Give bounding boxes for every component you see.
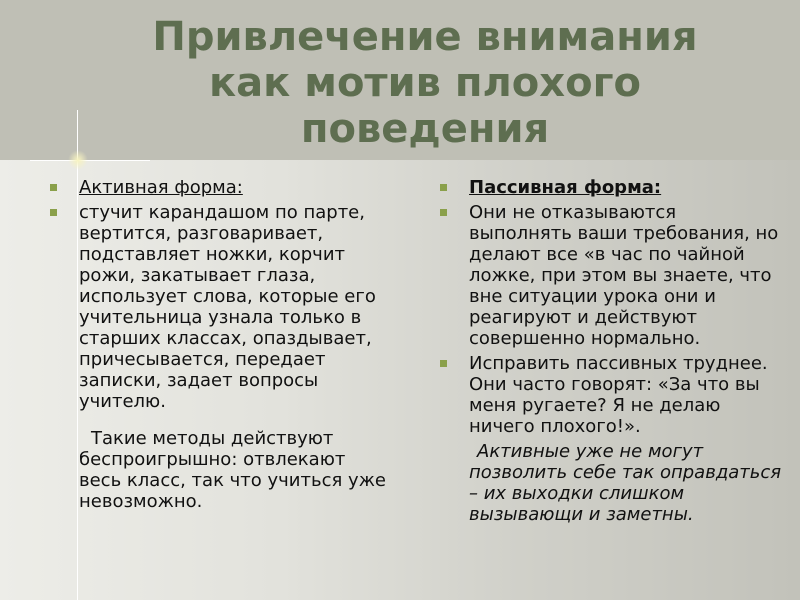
active-form-note: Такие методы действуют беспроигрышно: отвлекают весь класс, так что учиться уже невозможно. xyxy=(79,428,386,512)
passive-form-note: Активные уже не могут позволить себе так оправдаться – их выходки слишком вызывающи и заметны. xyxy=(469,441,782,525)
title-line-2: как мотив плохого xyxy=(209,60,641,106)
title-line-1: Привлечение внимания xyxy=(152,14,698,60)
square-bullet-icon xyxy=(50,209,57,216)
passive-form-description: Они не отказываются выполнять ваши требования, но делают все «в час по чайной ложке, при этом вы знаете, что вне ситуации урока они и реагируют и действуют совершенно нормально. xyxy=(469,202,779,349)
list-item xyxy=(438,202,783,349)
sparkle-decoration xyxy=(68,150,88,170)
list-item xyxy=(438,177,783,198)
passive-form-correction: Исправить пассивных труднее. Они часто говорят: «За что вы меня ругаете? Я не делаю ничего плохого!». xyxy=(469,353,768,437)
list-item xyxy=(48,177,393,198)
slide-title xyxy=(0,14,800,152)
active-form-heading: Активная форма: xyxy=(79,177,243,198)
decorative-horizontal-line xyxy=(30,160,150,161)
passive-form-heading: Пассивная форма: xyxy=(469,177,662,198)
square-bullet-icon xyxy=(440,184,447,191)
active-form-column xyxy=(48,177,393,512)
list-item xyxy=(48,202,393,412)
list-item xyxy=(438,353,783,437)
passive-form-column xyxy=(438,177,783,525)
square-bullet-icon xyxy=(50,184,57,191)
square-bullet-icon xyxy=(440,209,447,216)
title-line-3: поведения xyxy=(300,106,550,152)
square-bullet-icon xyxy=(440,360,447,367)
active-form-description: стучит карандашом по парте, вертится, разговаривает, подставляет ножки, корчит рожи, закатывает глаза, использует слова, которые его учительница узнала только в старших классах, опаздывает, причесывается, передает записки, задает вопросы учителю. xyxy=(79,202,376,412)
